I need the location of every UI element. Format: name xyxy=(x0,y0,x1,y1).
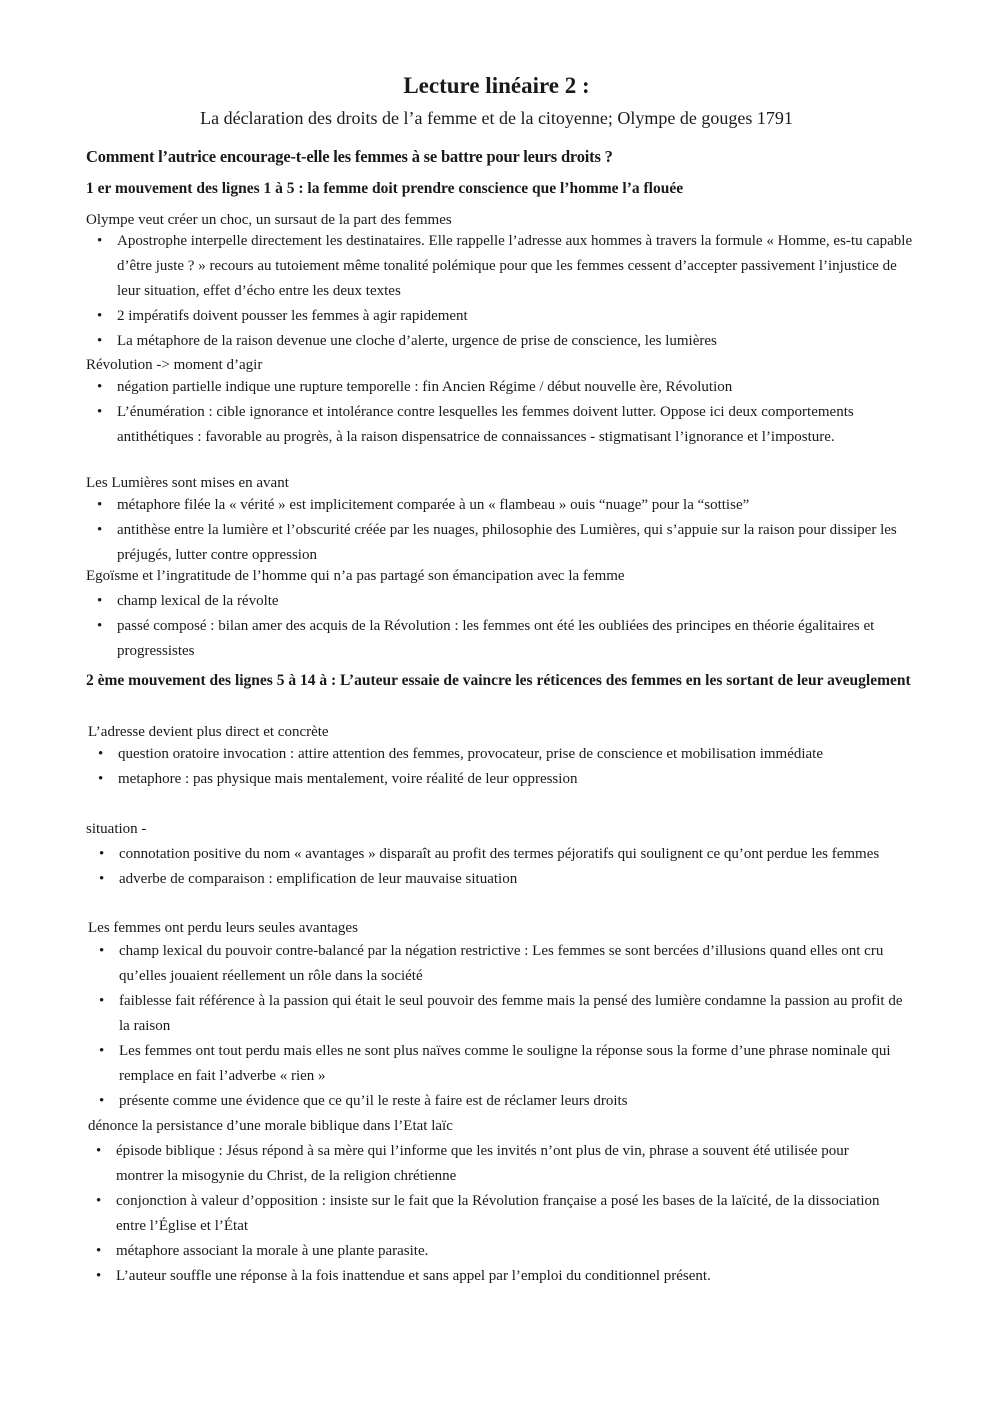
list-item: • question oratoire invocation : attire attention des femmes, provocateur, prise de conscience et mobilisation immédiate xyxy=(118,742,908,767)
list-item: • métaphore associant la morale à une plante parasite. xyxy=(116,1239,896,1264)
movement1-group4-list xyxy=(117,589,902,664)
list-item: • antithèse entre la lumière et l’obscurité créée par les nuages, philosophie des Lumières, qui s’appuie sur la raison pour dissiper les préjugés, lutter contre oppression xyxy=(117,518,902,568)
list-item: • épisode biblique : Jésus répond à sa mère qui l’informe que les invités n’ont plus de vin, phrase a souvent été utilisée pour montrer la misogynie du Christ, de la religion chrétienne xyxy=(116,1139,896,1189)
movement2-group4-lead: dénonce la persistance d’une morale biblique dans l’Etat laïc xyxy=(88,1118,453,1134)
movement2-group1-list xyxy=(118,742,908,792)
movement1-group1-list xyxy=(117,229,917,354)
list-item: • metaphore : pas physique mais mentalement, voire réalité de leur oppression xyxy=(118,767,908,792)
list-item: • 2 impératifs doivent pousser les femmes à agir rapidement xyxy=(117,304,917,329)
list-item: • champ lexical de la révolte xyxy=(117,589,902,614)
list-item: • connotation positive du nom « avantages » disparaît au profit des termes péjoratifs qui soulignent ce qu’ont perdue les femmes xyxy=(119,842,909,867)
list-item: • Apostrophe interpelle directement les destinataires. Elle rappelle l’adresse aux hommes à travers la formule « Homme, es-tu capable d’être juste ? » recours au tutoiement même tonalité polémique pour que les femmes cessent d’accepter passivement l’injustice de leur situation, effet d’écho entre les deux textes xyxy=(117,229,917,304)
page-subtitle: La déclaration des droits de l’a femme et de la citoyenne; Olympe de gouges 1791 xyxy=(200,108,793,128)
list-item: • passé composé : bilan amer des acquis de la Révolution : les femmes ont été les oubliées des principes en théorie égalitaires et progressistes xyxy=(117,614,902,664)
list-item: • conjonction à valeur d’opposition : insiste sur le fait que la Révolution française a posé les bases de la laïcité, de la dissociation entre l’Église et l’État xyxy=(116,1189,896,1239)
list-item: • L’auteur souffle une réponse à la fois inattendue et sans appel par l’emploi du conditionnel présent. xyxy=(116,1264,896,1289)
movement2-group1-lead: L’adresse devient plus direct et concrète xyxy=(88,724,329,740)
movement2-group3-lead: Les femmes ont perdu leurs seules avantages xyxy=(88,920,358,936)
movement2-group2-list xyxy=(119,842,909,892)
list-item: • adverbe de comparaison : emplification de leur mauvaise situation xyxy=(119,867,909,892)
list-item: • champ lexical du pouvoir contre-balancé par la négation restrictive : Les femmes se sont bercées d’illusions quand elles ont cru qu’elles jouaient réellement un rôle dans la société xyxy=(119,939,911,989)
movement1-group1-lead: Olympe veut créer un choc, un sursaut de la part des femmes xyxy=(86,212,452,228)
movement2-group2-lead: situation - xyxy=(86,821,147,837)
movement1-group2-lead: Révolution -> moment d’agir xyxy=(86,357,263,373)
page-title: Lecture linéaire 2 : xyxy=(403,73,590,98)
movement1-group4-lead: Egoïsme et l’ingratitude de l’homme qui n’a pas partagé son émancipation avec la femme xyxy=(86,568,625,584)
movement1-group3-lead: Les Lumières sont mises en avant xyxy=(86,475,289,491)
list-item: • faiblesse fait référence à la passion qui était le seul pouvoir des femme mais la pensé des lumière condamne la passion au profit de la raison xyxy=(119,989,911,1039)
list-item: • La métaphore de la raison devenue une cloche d’alerte, urgence de prise de conscience, les lumières xyxy=(117,329,917,354)
list-item: • Les femmes ont tout perdu mais elles ne sont plus naïves comme le souligne la réponse sous la forme d’une phrase nominale qui remplace en fait l’adverbe « rien » xyxy=(119,1039,911,1089)
list-item: • L’énumération : cible ignorance et intolérance contre lesquelles les femmes doivent lutter. Oppose ici deux comportements antithétiques : favorable au progrès, à la raison dispensatrice de connaissances - stigmatisant l’ignorance et l’imposture. xyxy=(117,400,909,450)
movement1-heading: 1 er mouvement des lignes 1 à 5 : la femme doit prendre conscience que l’homme l’a flouée xyxy=(86,180,684,197)
problematic-question: Comment l’autrice encourage-t-elle les femmes à se battre pour leurs droits ? xyxy=(86,147,613,166)
list-item: • métaphore filée la « vérité » est implicitement comparée à un « flambeau » ouis “nuage” pour la “sottise” xyxy=(117,493,902,518)
movement1-group3-list xyxy=(117,493,902,568)
movement2-group4-list xyxy=(116,1139,896,1289)
movement2-group3-list xyxy=(119,939,911,1114)
list-item: • présente comme une évidence que ce qu’il le reste à faire est de réclamer leurs droits xyxy=(119,1089,911,1114)
movement2-heading: 2 ème mouvement des lignes 5 à 14 à : L’auteur essaie de vaincre les réticences des femmes en les sortant de leur aveuglement xyxy=(86,672,911,689)
list-item: • négation partielle indique une rupture temporelle : fin Ancien Régime / début nouvelle ère, Révolution xyxy=(117,375,909,400)
movement1-group2-list xyxy=(117,375,909,450)
